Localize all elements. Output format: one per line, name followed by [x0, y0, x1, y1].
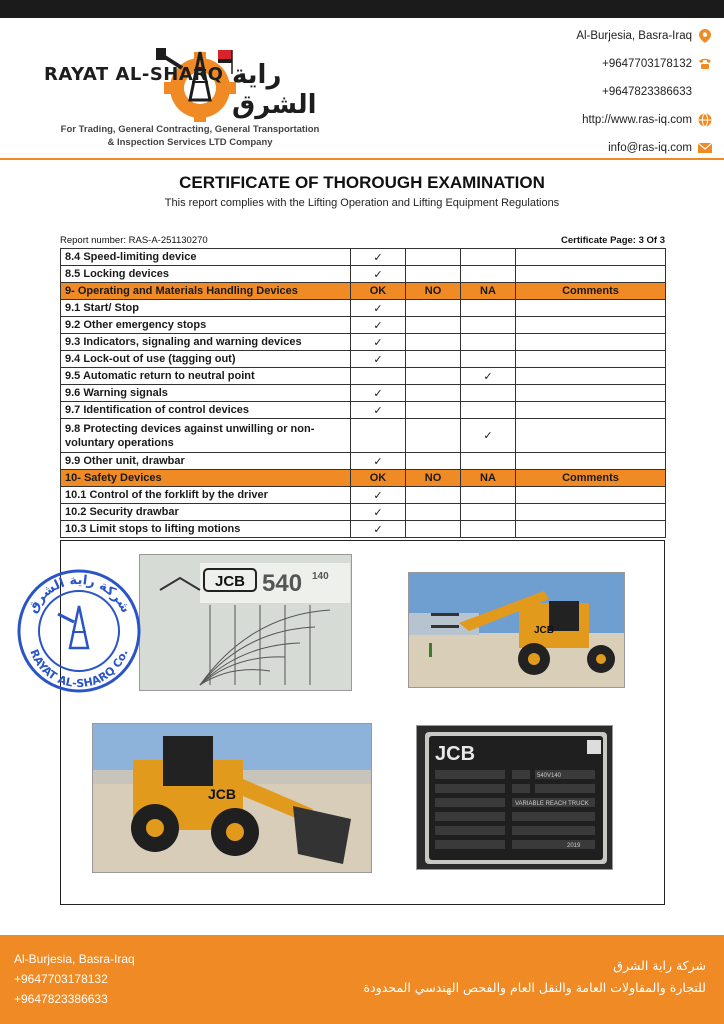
- item-label: 8.5 Locking devices: [61, 266, 351, 283]
- plate-year: 2019: [567, 843, 581, 849]
- contact-phone-1[interactable]: +9647703178132: [482, 50, 712, 78]
- photo-telehandler-bucket: [92, 723, 372, 873]
- item-label: 9- Operating and Materials Handling Devices: [61, 283, 351, 300]
- no-cell: [406, 453, 461, 470]
- ok-cell: ✓: [351, 504, 406, 521]
- item-label: 10.2 Security drawbar: [61, 504, 351, 521]
- ok-cell: ✓: [351, 521, 406, 538]
- comments-cell: [516, 487, 666, 504]
- na-cell: [461, 334, 516, 351]
- photo-panel: [60, 540, 665, 905]
- comments-cell: [516, 249, 666, 266]
- na-cell: [461, 453, 516, 470]
- footer-arabic-name: شركة راية الشرق للتجارة والمقاولات العامة والنقل العام والفحص الهندسي المحدودة: [363, 958, 706, 995]
- contact-info: [482, 22, 712, 162]
- contact-phone-2[interactable]: +9647823386633: [602, 86, 692, 98]
- item-label: 9.5 Automatic return to neutral point: [61, 368, 351, 385]
- item-label: 9.2 Other emergency stops: [61, 317, 351, 334]
- no-cell: NO: [406, 283, 461, 300]
- certificate-page: Certificate Page: 3 Of 3: [560, 235, 665, 246]
- comments-cell: [516, 385, 666, 402]
- item-label: 9.7 Identification of control devices: [61, 402, 351, 419]
- footer-contacts: [14, 949, 135, 1009]
- comments-cell: [516, 334, 666, 351]
- no-cell: NO: [406, 470, 461, 487]
- ok-cell: [351, 368, 406, 385]
- no-cell: [406, 300, 461, 317]
- item-label: 9.3 Indicators, signaling and warning devices: [61, 334, 351, 351]
- ok-cell: ✓: [351, 385, 406, 402]
- no-cell: [406, 521, 461, 538]
- item-label: 10.1 Control of the forklift by the driver: [61, 487, 351, 504]
- photo-telehandler-field: [408, 572, 625, 688]
- section-header-row: [61, 283, 666, 300]
- machine-brand-bucket: JCB: [208, 786, 237, 802]
- document-subtitle: This report complies with the Lifting Operation and Lifting Equipment Regulations: [164, 197, 560, 209]
- na-cell: NA: [461, 470, 516, 487]
- no-cell: [406, 249, 461, 266]
- checklist-row: [61, 504, 666, 521]
- item-label: 9.6 Warning signals: [61, 385, 351, 402]
- ok-cell: ✓: [351, 487, 406, 504]
- load-chart-model-suffix: 140: [312, 571, 329, 582]
- ok-cell: ✓: [351, 402, 406, 419]
- report-number: Report number: RAS-A-251130270: [60, 235, 208, 246]
- comments-cell: [516, 317, 666, 334]
- ok-cell: ✓: [351, 300, 406, 317]
- comments-cell: [516, 351, 666, 368]
- no-cell: [406, 419, 461, 453]
- company-tagline: For Trading, General Contracting, General Transportation & Inspection Services LTD Company: [60, 124, 320, 148]
- na-cell: [461, 300, 516, 317]
- logo-text-english: RAYAT AL-SHARQ: [44, 64, 224, 85]
- footer: [0, 935, 724, 1024]
- comments-cell: [516, 368, 666, 385]
- item-label: 9.9 Other unit, drawbar: [61, 453, 351, 470]
- no-cell: [406, 266, 461, 283]
- machine-brand-field: JCB: [534, 625, 555, 636]
- checklist-row: [61, 419, 666, 453]
- header-divider: [0, 158, 724, 160]
- no-cell: [406, 351, 461, 368]
- na-cell: [461, 266, 516, 283]
- section-header-row: [61, 470, 666, 487]
- na-cell: ✓: [461, 419, 516, 453]
- no-cell: [406, 368, 461, 385]
- load-chart-brand: JCB: [214, 573, 246, 590]
- contact-website[interactable]: http://www.ras-iq.com: [482, 106, 712, 134]
- na-cell: [461, 317, 516, 334]
- stamp-text-english: RAYAT AL-SHARQ Co.: [27, 647, 131, 691]
- ok-cell: ✓: [351, 249, 406, 266]
- item-label: 8.4 Speed-limiting device: [61, 249, 351, 266]
- load-chart-model: 540: [262, 570, 303, 597]
- plate-brand: JCB: [435, 743, 476, 765]
- na-cell: [461, 521, 516, 538]
- na-cell: NA: [461, 283, 516, 300]
- company-stamp: [14, 566, 144, 696]
- svg-text:RAYAT AL-SHARQ Co.: [27, 647, 130, 690]
- comments-cell: [516, 402, 666, 419]
- comments-cell: Comments: [516, 470, 666, 487]
- logo-text-arabic: راية الشرق: [232, 60, 317, 120]
- no-cell: [406, 317, 461, 334]
- checklist-row: [61, 300, 666, 317]
- comments-cell: [516, 419, 666, 453]
- checklist-row: [61, 317, 666, 334]
- na-cell: [461, 249, 516, 266]
- report-meta: [60, 235, 665, 246]
- no-cell: [406, 385, 461, 402]
- checklist-row: [61, 487, 666, 504]
- comments-cell: [516, 504, 666, 521]
- comments-cell: [516, 266, 666, 283]
- checklist-row: [61, 521, 666, 538]
- plate-model: 540V140: [537, 773, 562, 779]
- comments-cell: [516, 300, 666, 317]
- checklist-row: [61, 249, 666, 266]
- checklist-row: [61, 368, 666, 385]
- contact-email[interactable]: info@ras-iq.com: [482, 134, 712, 162]
- photo-load-chart: [139, 554, 352, 691]
- checklist-table: [60, 248, 666, 538]
- item-label: 9.4 Lock-out of use (tagging out): [61, 351, 351, 368]
- na-cell: [461, 402, 516, 419]
- item-label: 9.1 Start/ Stop: [61, 300, 351, 317]
- document-title: CERTIFICATE OF THOROUGH EXAMINATION: [179, 173, 545, 192]
- comments-cell: [516, 453, 666, 470]
- checklist-row: [61, 402, 666, 419]
- location-pin-icon: [698, 29, 712, 43]
- phone-icon: [698, 57, 712, 71]
- footer-address: Al-Burjesia, Basra-Iraq: [14, 952, 135, 966]
- checklist-row: [61, 351, 666, 368]
- comments-cell: [516, 521, 666, 538]
- footer-phone-1[interactable]: +9647703178132: [14, 972, 108, 986]
- item-label: 10- Safety Devices: [61, 470, 351, 487]
- item-label: 9.8 Protecting devices against unwilling or non-voluntary operations: [61, 419, 351, 453]
- ok-cell: ✓: [351, 317, 406, 334]
- ok-cell: ✓: [351, 351, 406, 368]
- no-cell: [406, 504, 461, 521]
- ok-cell: ✓: [351, 334, 406, 351]
- ok-cell: [351, 419, 406, 453]
- checklist-row: [61, 266, 666, 283]
- checklist-row: [61, 453, 666, 470]
- ok-cell: OK: [351, 470, 406, 487]
- stamp-text-arabic: شركة راية الشرق: [25, 572, 133, 616]
- ok-cell: ✓: [351, 266, 406, 283]
- photo-data-plate: [416, 725, 613, 870]
- no-cell: [406, 334, 461, 351]
- ok-cell: ✓: [351, 453, 406, 470]
- na-cell: ✓: [461, 368, 516, 385]
- comments-cell: Comments: [516, 283, 666, 300]
- na-cell: [461, 504, 516, 521]
- checklist-body: [61, 249, 666, 538]
- na-cell: [461, 487, 516, 504]
- na-cell: [461, 385, 516, 402]
- checklist-row: [61, 385, 666, 402]
- plate-type: VARIABLE REACH TRUCK: [515, 801, 589, 807]
- no-cell: [406, 487, 461, 504]
- contact-address: Al-Burjesia, Basra-Iraq: [482, 22, 712, 50]
- globe-icon: [698, 113, 712, 127]
- top-bar: [0, 0, 724, 18]
- ok-cell: OK: [351, 283, 406, 300]
- envelope-icon: [698, 141, 712, 155]
- checklist-row: [61, 334, 666, 351]
- no-cell: [406, 402, 461, 419]
- item-label: 10.3 Limit stops to lifting motions: [61, 521, 351, 538]
- footer-phone-2[interactable]: +9647823386633: [14, 992, 108, 1006]
- na-cell: [461, 351, 516, 368]
